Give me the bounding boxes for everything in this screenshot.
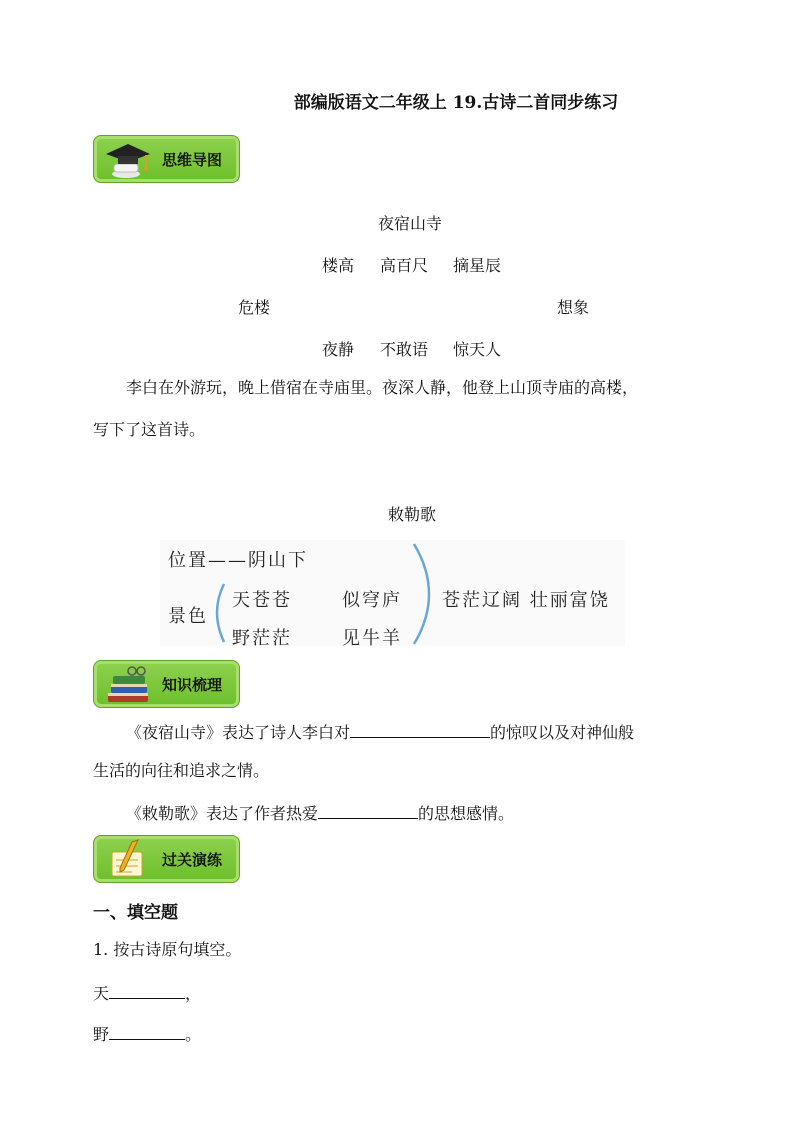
- blank-field[interactable]: [109, 1023, 185, 1040]
- section-label: 过关演练: [162, 851, 223, 869]
- fill-line-1-end: ，: [185, 984, 202, 1003]
- section-label: 思维导图: [162, 151, 223, 169]
- section-header-practice: [93, 835, 240, 883]
- books-icon: [102, 663, 158, 705]
- fill-line-1: [93, 982, 201, 1004]
- knowledge-p2-end: 的思想感情。: [418, 804, 515, 823]
- graduation-cap-icon: [102, 138, 158, 180]
- section-header-mindmap: [93, 135, 240, 183]
- scenery-2b: 见牛羊: [342, 628, 402, 649]
- mindmap1-left: 危楼: [238, 298, 271, 317]
- knowledge-p1-start: 《夜宿山寺》表达了诗人李白对: [126, 723, 351, 742]
- fill-line-1-start: 天: [93, 984, 110, 1003]
- blank-field[interactable]: [350, 721, 490, 738]
- mindmap1-right: 想象: [557, 298, 590, 317]
- knowledge-line-2: 生活的向往和追求之情。: [93, 761, 270, 780]
- question-1: 1. 按古诗原句填空。: [93, 940, 242, 959]
- mindmap2-position: 位置——阴山下: [168, 550, 308, 571]
- knowledge-line-1: [126, 721, 634, 743]
- exercise-heading: 一、填空题: [93, 903, 178, 923]
- blank-field[interactable]: [109, 982, 185, 999]
- scenery-2a: 野茫茫: [232, 628, 292, 649]
- description-line-2: 写下了这首诗。: [93, 420, 206, 439]
- scenery-1b: 似穹庐: [342, 590, 402, 611]
- right-brace: [410, 542, 440, 646]
- knowledge-p1-end: 的惊叹以及对神仙般: [490, 723, 635, 742]
- poem-title-1: 夜宿山寺: [378, 214, 443, 233]
- knowledge-line-3: [126, 802, 514, 824]
- mindmap1-row2-a: 夜静: [322, 340, 355, 359]
- scenery-1a: 天苍苍: [232, 590, 292, 611]
- mindmap2-summary: 苍茫辽阔 壮丽富饶: [442, 590, 610, 611]
- mindmap1-row1-c: 摘星辰: [453, 256, 502, 275]
- fill-line-2-start: 野: [93, 1025, 110, 1044]
- page-title: 部编版语文二年级上 19.古诗二首同步练习: [293, 93, 619, 113]
- mindmap1-row2-c: 惊天人: [453, 340, 502, 359]
- mindmap1-row1-b: 高百尺: [380, 256, 429, 275]
- mindmap1-row1-a: 楼高: [322, 256, 355, 275]
- blank-field[interactable]: [318, 802, 418, 819]
- fill-line-2: [93, 1023, 201, 1045]
- description-line-1: 李白在外游玩，晚上借宿在寺庙里。夜深人静，他登上山顶寺庙的高楼，: [126, 378, 639, 397]
- poem-title-2: 敕勒歌: [388, 505, 437, 524]
- section-header-knowledge: [93, 660, 240, 708]
- fill-line-2-end: 。: [185, 1025, 202, 1044]
- section-label: 知识梳理: [162, 676, 223, 694]
- mindmap1-row2-b: 不敢语: [380, 340, 429, 359]
- mindmap2-scenery: 景色: [168, 606, 208, 627]
- mindmap2-diagram: [160, 540, 625, 649]
- notebook-pencil-icon: [102, 838, 158, 880]
- knowledge-p2-start: 《敕勒歌》表达了作者热爱: [126, 804, 319, 823]
- left-brace: [206, 582, 228, 644]
